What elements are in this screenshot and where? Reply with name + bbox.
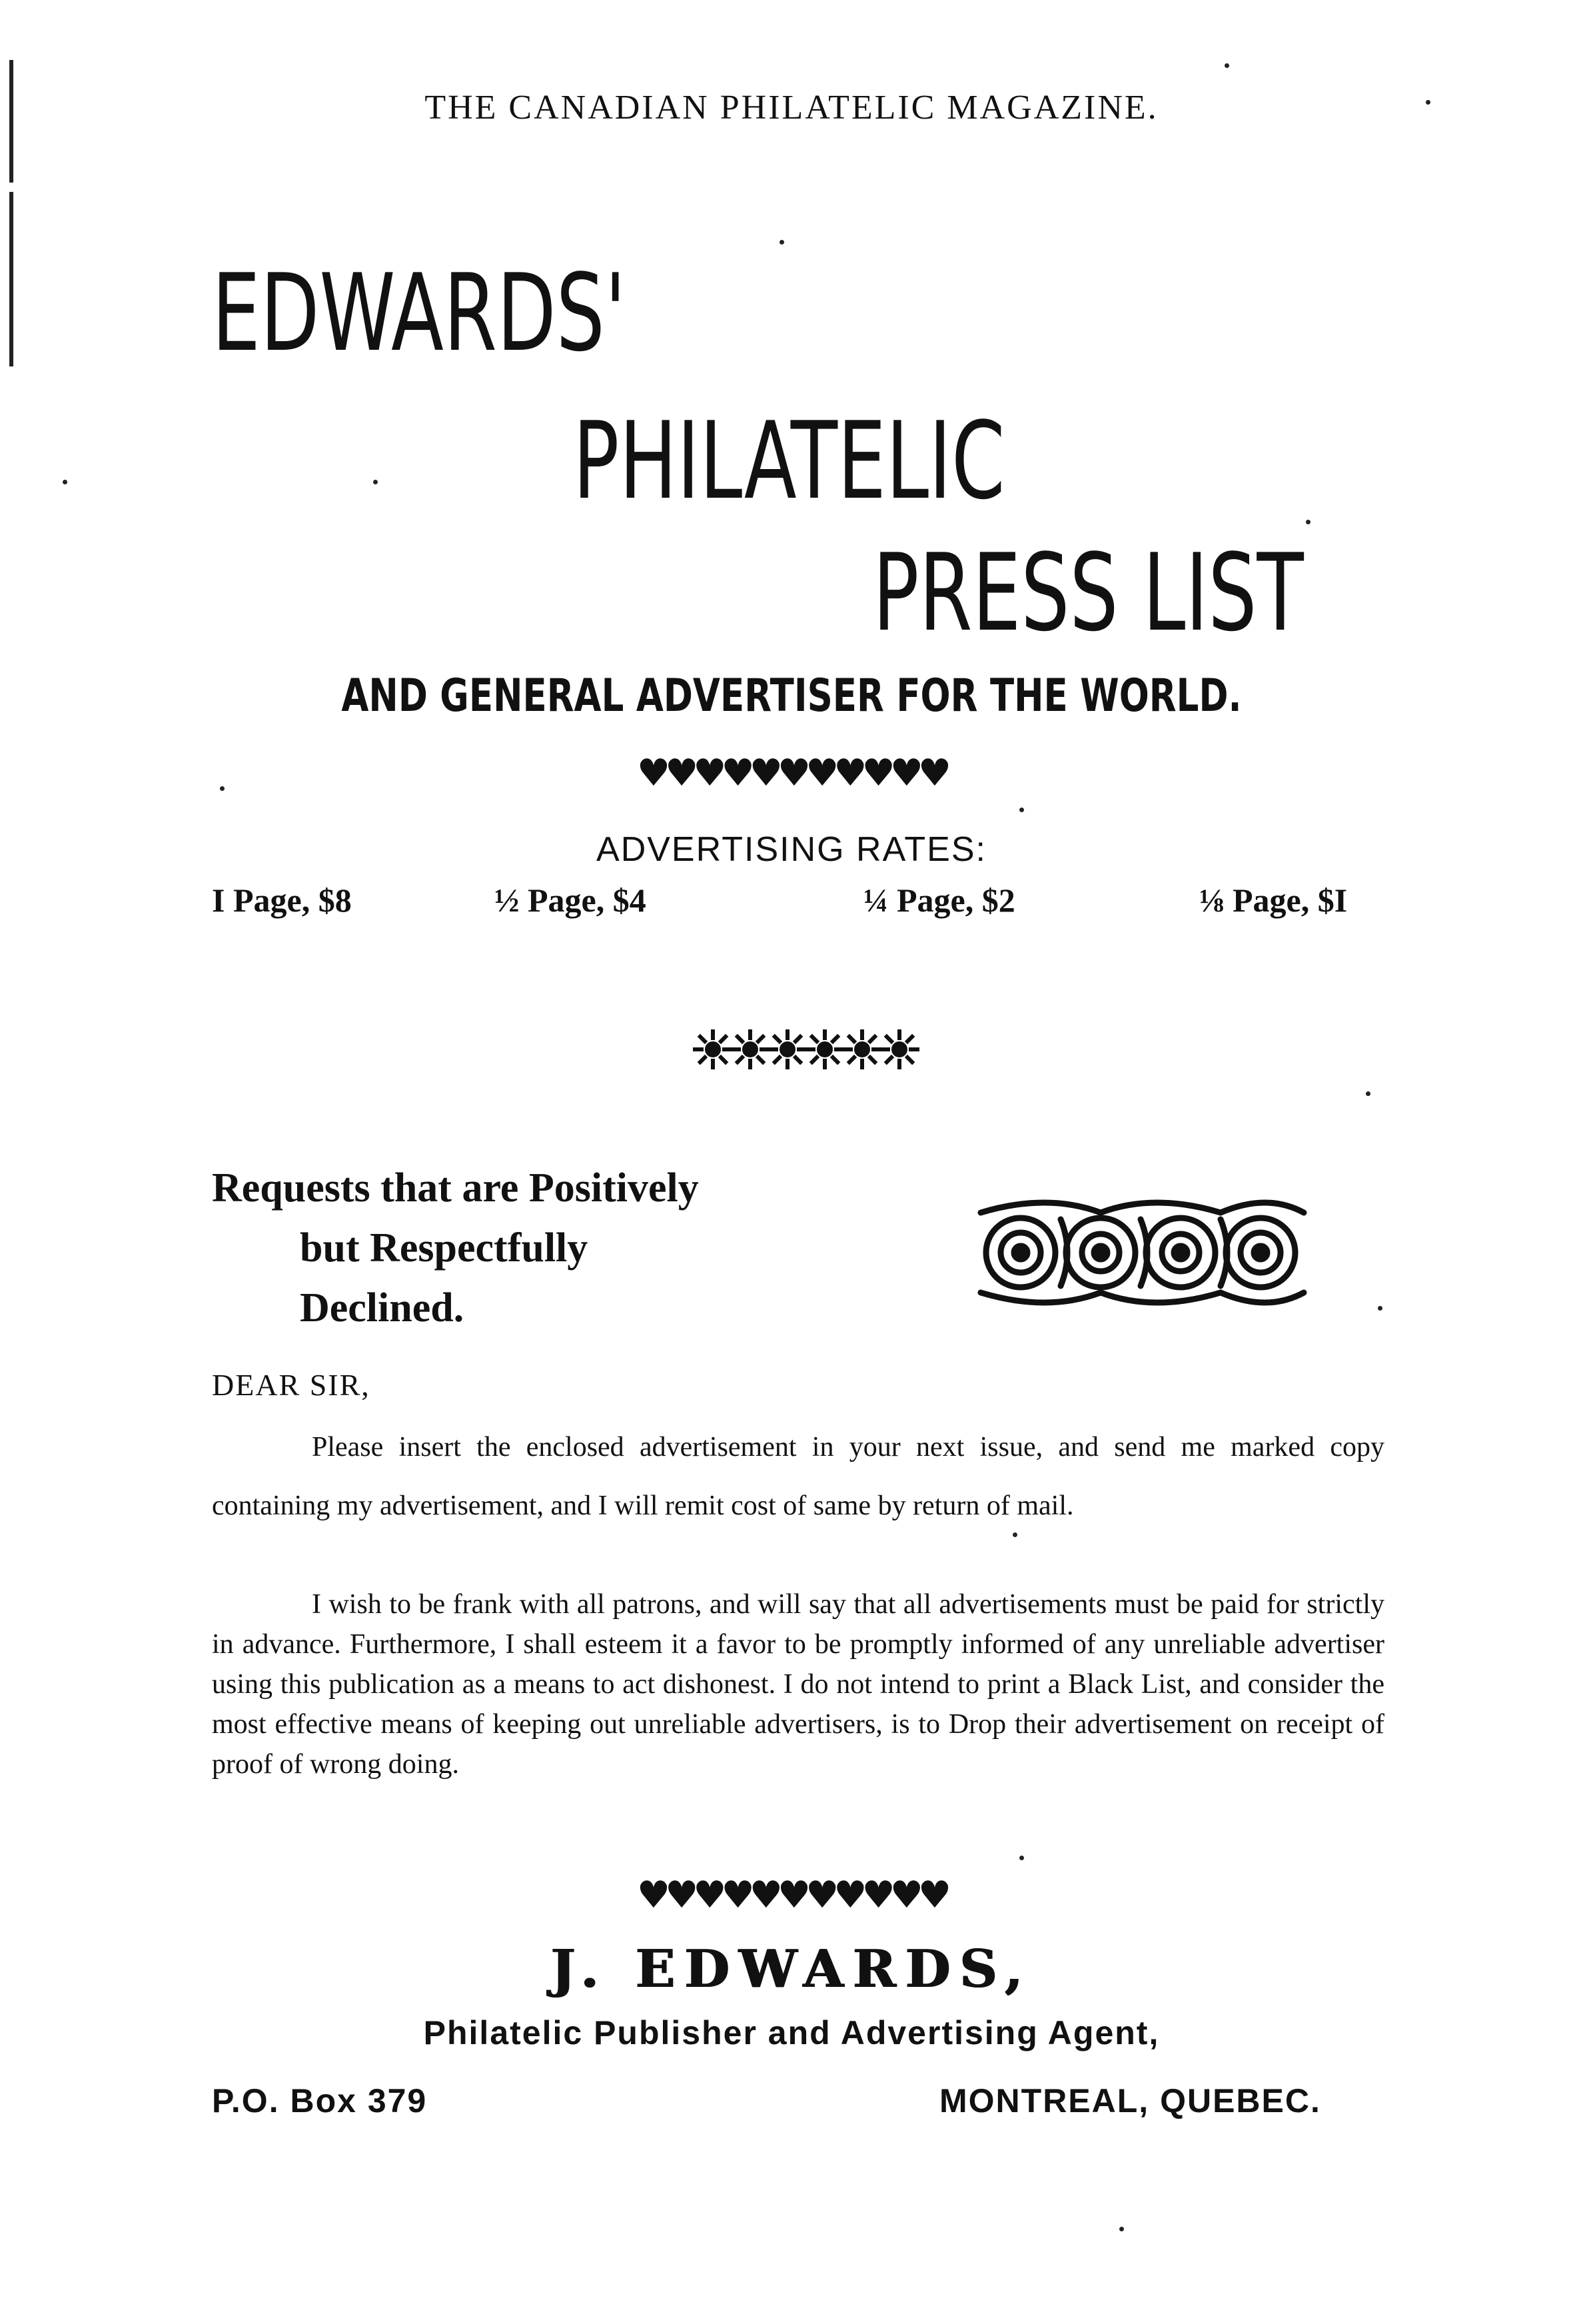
subtitle: AND GENERAL ADVERTISER FOR THE WORLD. bbox=[341, 670, 1242, 722]
rate-quarter-page: ¼ Page, $2 bbox=[863, 881, 1015, 919]
heart-ornament-row-icon: ♥♥♥♥♥♥♥♥♥♥♥ bbox=[636, 1874, 947, 1917]
paragraph-1: Please insert the enclosed advertisement in your next issue, and send me marked copy containing my advertisement, and I will remit cost of same by return of mail. bbox=[212, 1432, 1384, 1521]
po-box: P.O. Box 379 bbox=[212, 2082, 428, 2119]
heart-ornament-row-icon: ♥♥♥♥♥♥♥♥♥♥♥ bbox=[636, 752, 947, 795]
running-header: THE CANADIAN PHILATELIC MAGAZINE. bbox=[424, 89, 1159, 127]
speck bbox=[1119, 2227, 1124, 2231]
speck bbox=[1378, 1306, 1382, 1311]
speck bbox=[1306, 520, 1311, 524]
publisher-name: J. EDWARDS, bbox=[550, 1939, 1033, 2000]
speck bbox=[1225, 63, 1229, 68]
rate-half-page: ½ Page, $4 bbox=[494, 881, 646, 919]
speck bbox=[63, 480, 67, 484]
rate-full-page: I Page, $8 bbox=[212, 881, 352, 919]
city: MONTREAL, QUEBEC. bbox=[939, 2082, 1321, 2119]
speck bbox=[1019, 1856, 1024, 1860]
title-line-2: PHILATELIC bbox=[573, 398, 1005, 523]
speck bbox=[780, 240, 784, 245]
publisher-role: Philatelic Publisher and Advertising Agent, bbox=[423, 2014, 1160, 2051]
title-line-3: PRESS LIST bbox=[873, 530, 1304, 655]
star-ornament-icon bbox=[693, 1016, 919, 1086]
notice-heading-line-1: Requests that are Positively bbox=[212, 1165, 699, 1211]
title-line-1: EDWARDS' bbox=[212, 251, 626, 375]
rates-heading: ADVERTISING RATES: bbox=[596, 830, 987, 869]
speck bbox=[373, 480, 378, 484]
paragraph-2: I wish to be frank with all patrons, and will say that all advertisements must be paid for strictly in advance. Furthermore, I shall esteem it a favor to be promptly informed of any unreliable advertiser using this publication as a means to act dishonest. I do not intend to print a Black List, and consider the most effective means of keeping out unreliable advertisers, is to Drop their advertisement on receipt of proof of wrong doing. bbox=[212, 1589, 1384, 1780]
notice-heading-line-3: Declined. bbox=[300, 1285, 464, 1331]
greeting: DEAR SIR, bbox=[212, 1368, 370, 1402]
scroll-ornament-icon bbox=[967, 1193, 1314, 1316]
speck bbox=[1019, 808, 1024, 812]
rate-eighth-page: ⅛ Page, $I bbox=[1199, 881, 1348, 919]
speck bbox=[1366, 1091, 1370, 1096]
notice-heading-line-2: but Respectfully bbox=[300, 1225, 588, 1271]
